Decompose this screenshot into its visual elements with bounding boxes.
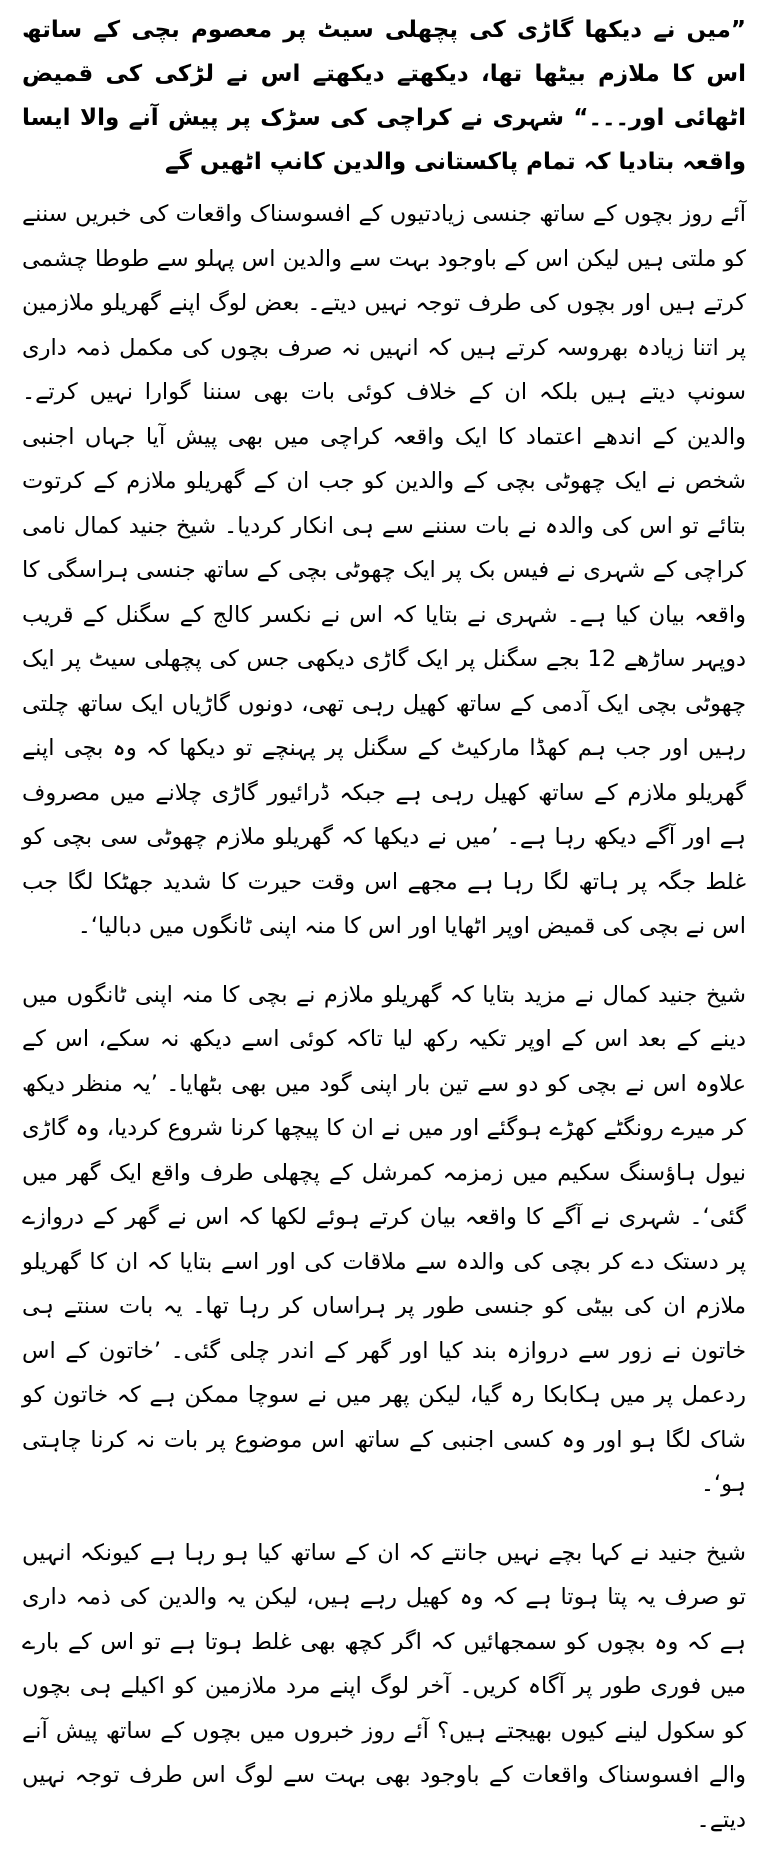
article-paragraph-2: شیخ جنید کمال نے مزید بتایا کہ گھریلو ملازم نے بچی کا منہ اپنی ٹانگوں میں دینے کے بعد اس کے اوپر تکیہ رکھ لیا تاکہ کوئی اسے دیکھ نہ سکے، اس کے علاوہ اس نے بچی کو دو سے تین بار اپنی گود میں بھی بٹھایا۔ ’یہ منظر دیکھ کر میرے رونگٹے کھڑے ہوگئے اور میں نے ان کا پیچھا کرنا شروع کردیا، وہ گاڑی نیول ہاﺅسنگ سکیم میں زمزمہ کمرشل کے پچھلی طرف واقع ایک گھر میں گئی‘۔ شہری نے آگے کا واقعہ بیان کرتے ہوئے لکھا کہ اس نے گھر کے دروازے پر دستک دے کر بچی کی والدہ سے ملاقات کی اور اسے بتایا کہ ان کا گھریلو ملازم ان کی بیٹی کو جنسی طور پر ہراساں کر رہا تھا۔ یہ بات سنتے ہی خاتون نے زور سے دروازہ بند کیا اور گھر کے اندر چلی گئی۔ ’خاتون کے اس ردعمل پر میں ہکابکا رہ گیا، لیکن پھر میں نے سوچا ممکن ہے کہ خاتون کو شاک لگا ہو اور وہ کسی اجنبی کے ساتھ اس موضوع پر بات نہ کرنا چاہتی ہو‘۔ [22,981,746,1497]
article-paragraph-1: آئے روز بچوں کے ساتھ جنسی زیادتیوں کے افسوسناک واقعات کی خبریں سننے کو ملتی ہیں لیکن اس کے باوجود بہت سے والدین اس پہلو سے طوطا چشمی کرتے ہیں اور بچوں کی طرف توجہ نہیں دیتے۔ بعض لوگ اپنے گھریلو ملازمین پر اتنا زیادہ بھروسہ کرتے ہیں کہ انہیں نہ صرف بچوں کی مکمل ذمہ داری سونپ دیتے ہیں بلکہ ان کے خلاف کوئی بات بھی سننا گوارا نہیں کرتے۔ والدین کے اندھے اعتماد کا ایک واقعہ کراچی میں بھی پیش آیا جہاں اجنبی شخص نے ایک چھوٹی بچی کے والدین کو جب ان کے گھریلو ملازم کے کرتوت بتائے تو اس کی والدہ نے بات سننے سے ہی انکار کردیا۔ شیخ جنید کمال نامی کراچی کے شہری نے فیس بک پر ایک چھوٹی بچی کے ساتھ جنسی ہراسگی کا واقعہ بیان کیا ہے۔ شہری نے بتایا کہ اس نے نکسر کالج کے سگنل کے قریب دوپہر ساڑھے 12 بجے سگنل پر ایک گاڑی دیکھی جس کی پچھلی سیٹ پر ایک چھوٹی بچی ایک آدمی کے ساتھ کھیل رہی تھی، دونوں گاڑیاں ایک ساتھ چلتی رہیں اور جب ہم کھڈا مارکیٹ کے سگنل پر پہنچے تو دیکھا کہ وہ بچی اپنے گھریلو ملازم کے ساتھ کھیل رہی ہے جبکہ ڈرائیور گاڑی چلانے میں مصروف ہے اور آگے دیکھ رہا ہے۔ ’میں نے دیکھا کہ گھریلو ملازم چھوٹی سی بچی کو غلط جگہ پر ہاتھ لگا رہا ہے مجھے اس وقت حیرت کا شدید جھٹکا لگا جب اس نے بچی کی قمیض اوپر اٹھایا اور اس کا منہ اپنی ٹانگوں میں دبالیا‘۔ [22,201,746,939]
article-paragraph-3: شیخ جنید نے کہا بچے نہیں جانتے کہ ان کے ساتھ کیا ہو رہا ہے کیونکہ انہیں تو صرف یہ پتا ہوتا ہے کہ وہ کھیل رہے ہیں، لیکن یہ والدین کی ذمہ داری ہے کہ وہ بچوں کو سمجھائیں کہ اگر کچھ بھی غلط ہوتا ہے تو اس کے بارے میں فوری طور پر آگاہ کریں۔ آخر لوگ اپنے مرد ملازمین کو اکیلے ہی بچوں کو سکول لینے کیوں بھیجتے ہیں؟ آئے روز خبروں میں بچوں کے ساتھ پیش آنے والے افسوسناک واقعات کے باوجود بھی بہت سے لوگ اس طرف توجہ نہیں دیتے۔ [22,1539,746,1833]
article-headline: ”میں نے دیکھا گاڑی کی پچھلی سیٹ پر معصوم بچی کے ساتھ اس کا ملازم بیٹھا تھا، دیکھتے دیکھتے اس نے لڑکی کی قمیض اٹھائی اور۔۔۔“ شہری نے کراچی کی سڑک پر پیش آنے والا ایسا واقعہ بتادیا کہ تمام پاکستانی والدین کانپ اٹھیں گے [22,17,746,175]
